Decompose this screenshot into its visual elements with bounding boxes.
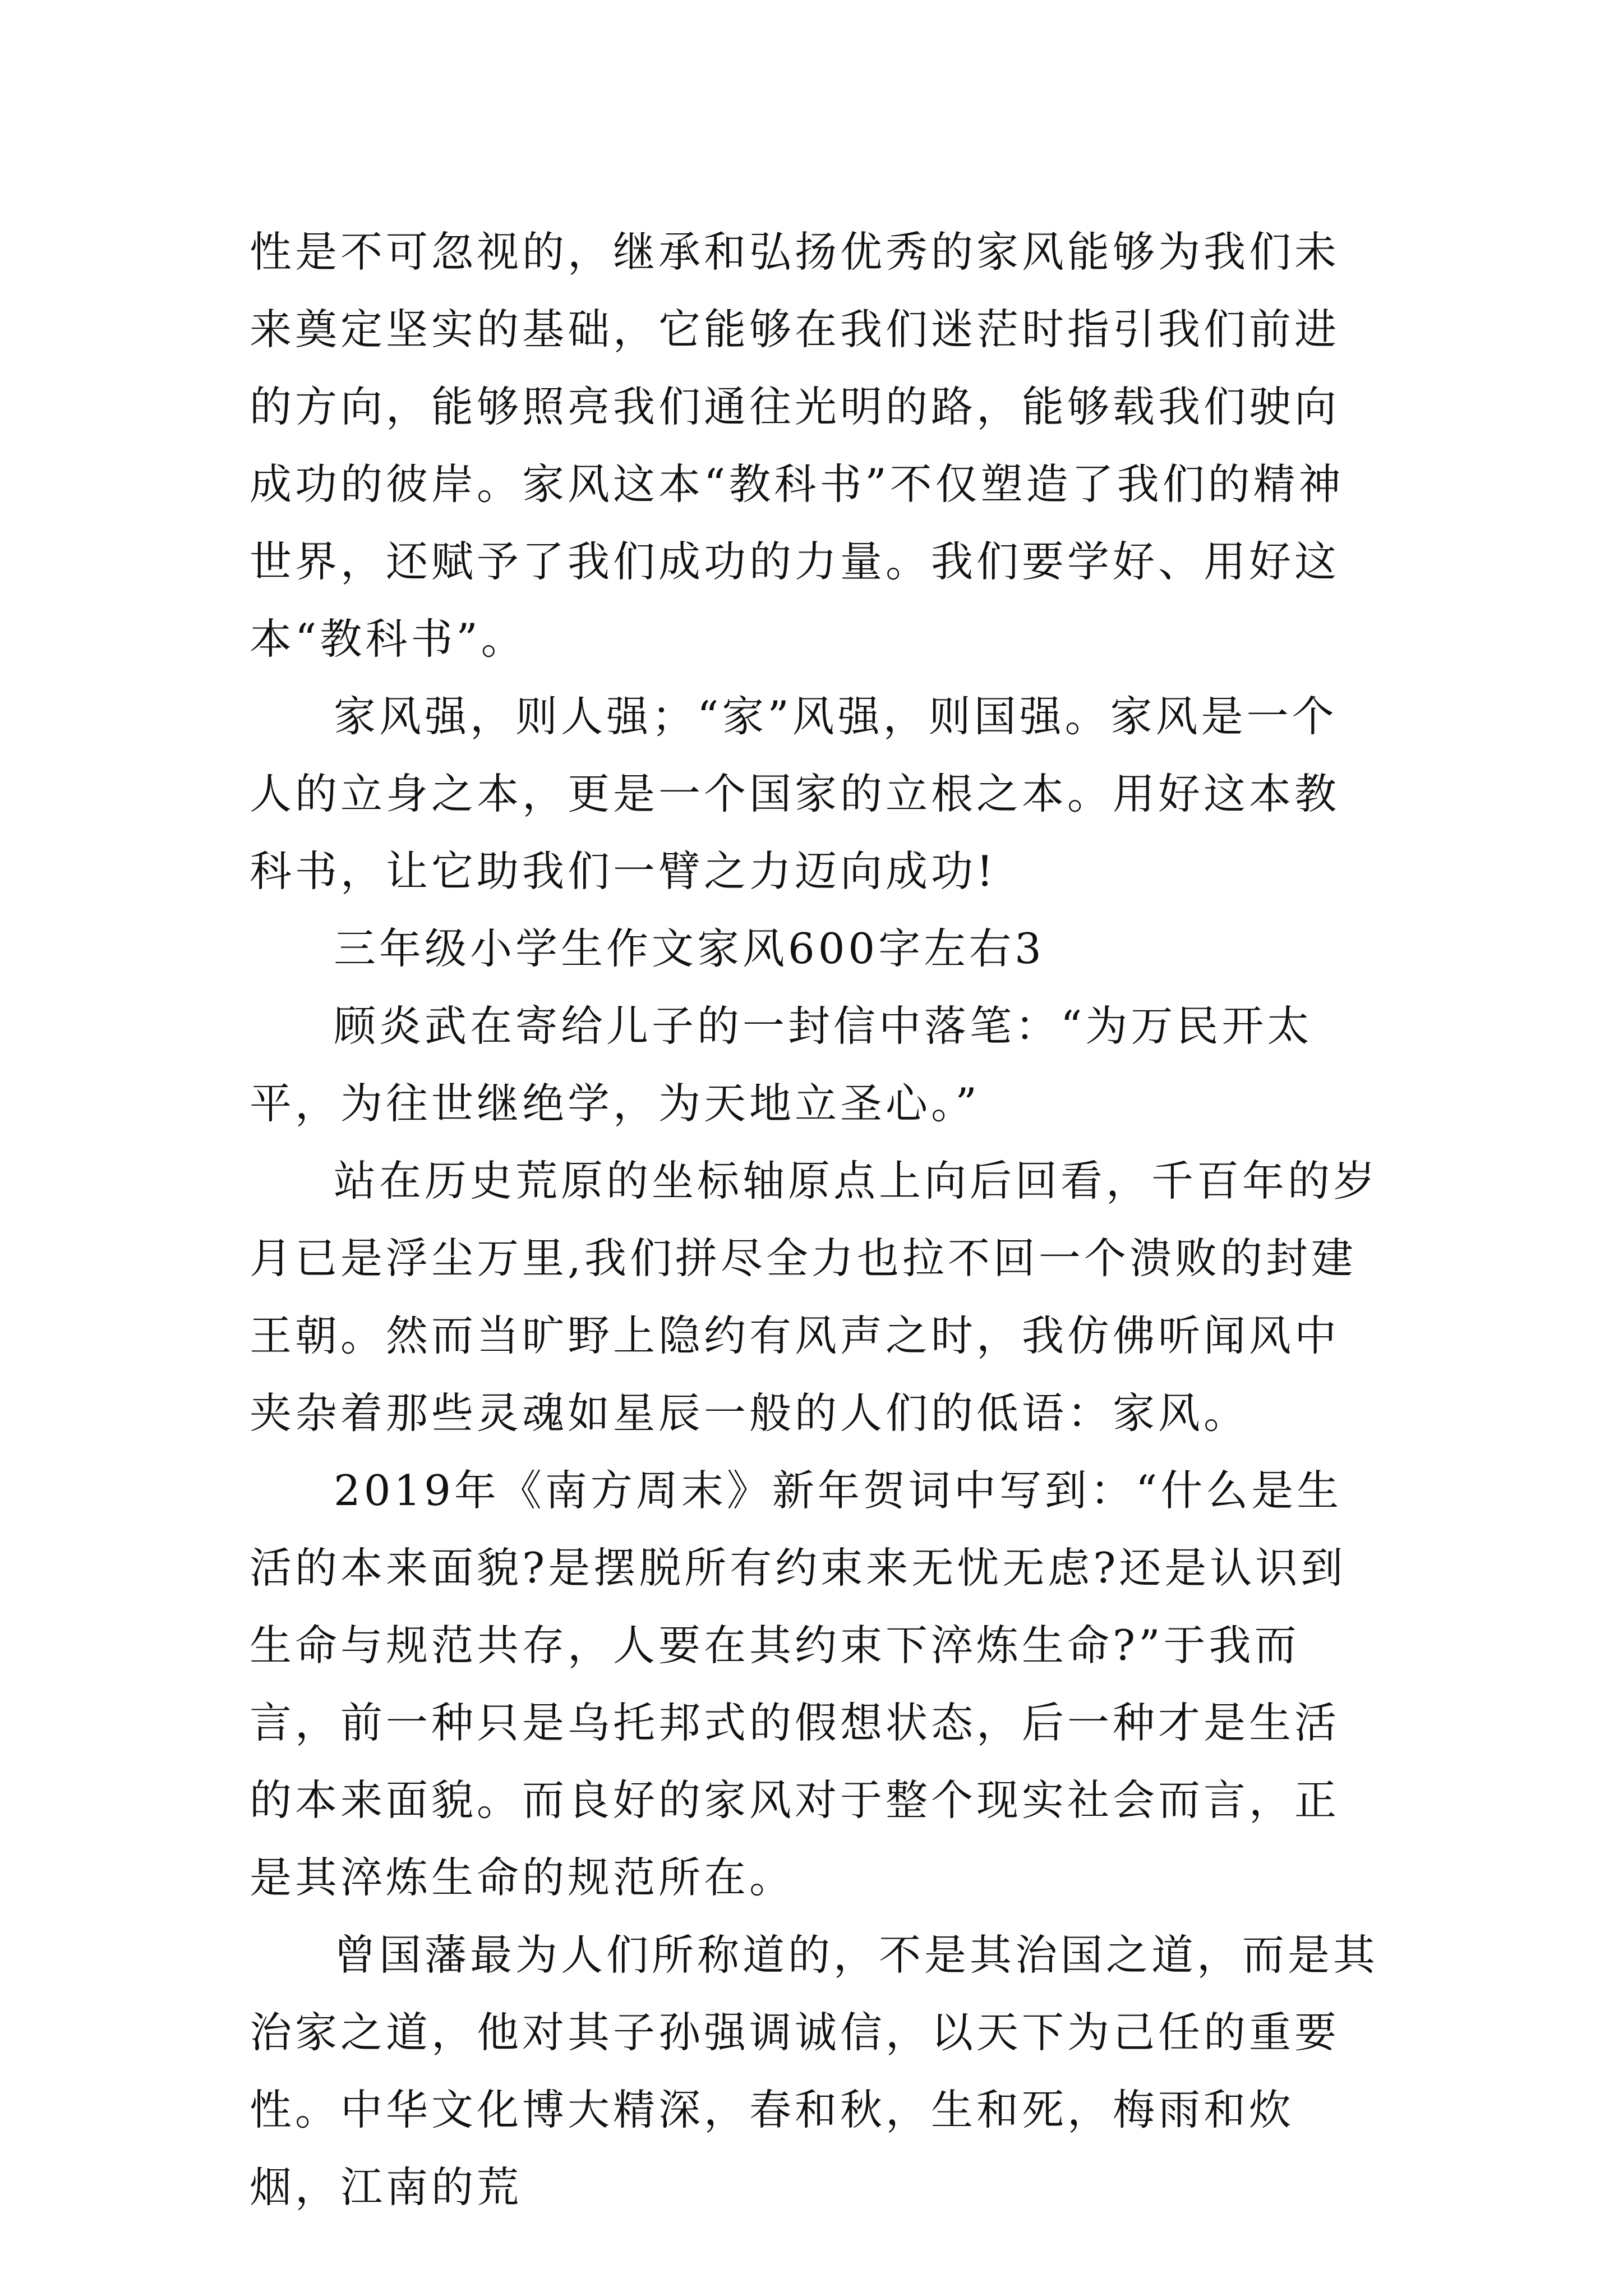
document-body bbox=[250, 213, 1382, 2226]
section-heading: 三年级小学生作文家风600字左右3 bbox=[334, 924, 1045, 973]
paragraph-3: 顾炎武在寄给儿子的一封信中落笔：“为万民开太平，为往世继绝学，为天地立圣心。” bbox=[250, 1001, 1313, 1128]
paragraph-1: 性是不可忽视的，继承和弘扬优秀的家风能够为我们未来奠定坚实的基础，它能够在我们迷茫时指引我们前进的方向，能够照亮我们通往光明的路，能够载我们驶向成功的彼岸。家风这本“教科书”不仅塑造了我们的精神世界，还赋予了我们成功的力量。我们要学好、用好这本“教科书”。 bbox=[250, 227, 1344, 664]
paragraph-6: 曾国藩最为人们所称道的，不是其治国之道，而是其治家之道，他对其子孙强调诚信，以天下为己任的重要性。中华文化博大精深，春和秋，生和死，梅雨和炊烟，江南的荒 bbox=[250, 1930, 1379, 2212]
paragraph-4: 站在历史荒原的坐标轴原点上向后回看，千百年的岁月已是浮尘万里,我们拼尽全力也拉不回一个溃败的封建王朝。然而当旷野上隐约有风声之时，我仿佛听闻风中夹杂着那些灵魂如星辰一般的人们的低语：家风。 bbox=[250, 1156, 1379, 1438]
paragraph-5: 2019年《南方周末》新年贺词中写到：“什么是生活的本来面貌?是摆脱所有约束来无忧无虑?还是认识到生命与规范共存，人要在其约束下淬炼生命?”于我而言，前一种只是乌托邦式的假想状态，后一种才是生活的本来面貌。而良好的家风对于整个现实社会而言，正是其淬炼生命的规范所在。 bbox=[250, 1466, 1347, 1902]
paragraph-2: 家风强，则人强；“家”风强，则国强。家风是一个人的立身之本，更是一个国家的立根之本。用好这本教科书，让它助我们一臂之力迈向成功! bbox=[250, 692, 1340, 896]
